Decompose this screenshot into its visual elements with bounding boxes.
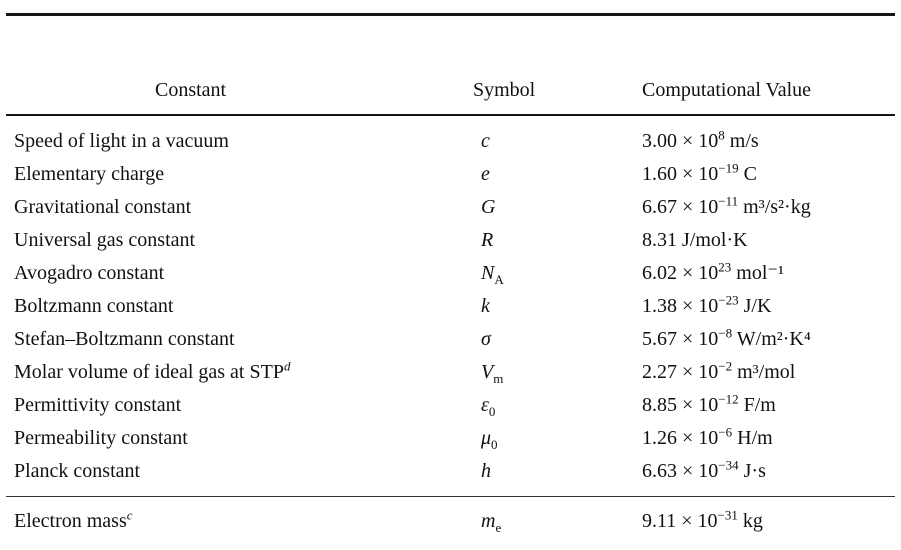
value-mantissa: 6.02 × 10 (642, 262, 719, 284)
constant-name-text: Electron mass (14, 510, 127, 532)
constant-name-text: Boltzmann constant (14, 295, 174, 317)
constant-symbol (481, 195, 495, 219)
computational-value (642, 426, 773, 450)
value-mantissa: 8.85 × 10 (642, 394, 719, 416)
computational-value (642, 294, 771, 318)
constant-name-text: Molar volume of ideal gas at STP (14, 361, 284, 383)
constant-symbol (481, 327, 491, 351)
value-unit: mol⁻¹ (731, 262, 784, 284)
value-exponent: −2 (718, 358, 733, 374)
value-exponent: −23 (718, 292, 739, 308)
computational-value (642, 261, 784, 285)
constant-name-text: Permittivity constant (14, 394, 182, 416)
constant-name-text: Universal gas constant (14, 229, 196, 251)
constant-symbol (481, 162, 490, 186)
symbol-letter: m (481, 510, 496, 532)
constant-name (14, 426, 188, 450)
constant-symbol (481, 294, 490, 318)
constant-name-text: Speed of light in a vacuum (14, 130, 229, 152)
header-rule (6, 114, 895, 116)
header-computational-value: Computational Value (642, 79, 812, 101)
symbol-letter: k (481, 295, 490, 317)
top-rule (6, 13, 895, 16)
constant-name (14, 195, 191, 219)
value-mantissa: 6.67 × 10 (642, 196, 719, 218)
symbol-subscript: e (495, 520, 502, 535)
value-unit: m/s (724, 130, 759, 152)
table-row (0, 389, 901, 422)
symbol-subscript: 0 (488, 404, 496, 419)
value-unit: H/m (732, 427, 773, 449)
symbol-letter: G (481, 196, 496, 218)
symbol-letter: μ (481, 427, 492, 449)
computational-value (642, 327, 811, 351)
computational-value (642, 360, 795, 384)
value-mantissa: 1.26 × 10 (642, 427, 719, 449)
computational-value (642, 195, 811, 219)
table-row (0, 158, 901, 191)
value-exponent: −19 (718, 160, 739, 176)
section-rule (6, 496, 895, 497)
value-exponent: −34 (718, 457, 739, 473)
computational-value (642, 509, 763, 533)
value-mantissa: 6.63 × 10 (642, 460, 719, 482)
value-exponent: −11 (718, 193, 739, 209)
table-row (0, 505, 901, 538)
computational-value (642, 228, 748, 252)
value-mantissa: 1.60 × 10 (642, 163, 719, 185)
constant-symbol (481, 129, 490, 153)
symbol-subscript: m (493, 371, 504, 386)
symbol-letter: V (481, 361, 494, 383)
value-exponent: −8 (718, 325, 733, 341)
constant-name (14, 261, 164, 285)
header-symbol: Symbol (473, 79, 536, 101)
table-row (0, 191, 901, 224)
table-row (0, 290, 901, 323)
constant-name (14, 509, 133, 533)
constant-name (14, 360, 290, 384)
constant-name-text: Planck constant (14, 460, 141, 482)
table-row (0, 455, 901, 488)
constant-name-text: Permeability constant (14, 427, 188, 449)
constant-name-text: Elementary charge (14, 163, 165, 185)
constant-symbol (481, 228, 493, 252)
value-exponent: −6 (718, 424, 733, 440)
computational-value (642, 129, 759, 153)
table-row (0, 224, 901, 257)
symbol-letter: ε (481, 394, 489, 416)
value-mantissa: 9.11 × 10 (642, 510, 718, 532)
table-row (0, 125, 901, 158)
constant-name (14, 393, 181, 417)
value-unit: W/m²·K⁴ (732, 328, 811, 350)
constant-symbol (481, 459, 491, 483)
table-row (0, 356, 901, 389)
footnote-marker: d (283, 358, 291, 374)
value-unit: kg (737, 510, 763, 532)
value-mantissa: 8.31 J/mol·K (642, 229, 748, 251)
table-row (0, 257, 901, 290)
constant-symbol (481, 426, 498, 450)
constant-symbol (481, 509, 501, 533)
value-unit: J/K (738, 295, 772, 317)
value-mantissa: 1.38 × 10 (642, 295, 719, 317)
table-row (0, 323, 901, 356)
footnote-marker: c (126, 507, 133, 523)
value-mantissa: 5.67 × 10 (642, 328, 719, 350)
constant-name (14, 294, 173, 318)
symbol-letter: σ (481, 328, 491, 350)
symbol-letter: e (481, 163, 490, 185)
value-unit: F/m (738, 394, 776, 416)
header-constant: Constant (155, 79, 227, 101)
constant-name-text: Gravitational constant (14, 196, 192, 218)
value-exponent: 8 (718, 127, 725, 143)
constant-name (14, 129, 229, 153)
constant-name (14, 327, 235, 351)
value-unit: C (738, 163, 757, 185)
computational-value (642, 393, 776, 417)
symbol-subscript: A (494, 272, 504, 287)
symbol-letter: h (481, 460, 491, 482)
symbol-letter: R (481, 229, 494, 251)
constant-name (14, 459, 140, 483)
constant-name-text: Stefan–Boltzmann constant (14, 328, 235, 350)
constant-symbol (481, 360, 503, 384)
value-unit: m³/mol (732, 361, 796, 383)
computational-value (642, 162, 757, 186)
constant-name-text: Avogadro constant (14, 262, 165, 284)
value-exponent: −12 (718, 391, 739, 407)
constant-symbol (481, 393, 495, 417)
value-unit: m³/s²·kg (738, 196, 811, 218)
value-unit: J·s (738, 460, 766, 482)
value-mantissa: 2.27 × 10 (642, 361, 719, 383)
value-exponent: −31 (717, 507, 738, 523)
value-mantissa: 3.00 × 10 (642, 130, 719, 152)
symbol-letter: N (481, 262, 495, 284)
symbol-letter: c (481, 130, 490, 152)
constant-symbol (481, 261, 504, 285)
symbol-subscript: 0 (491, 437, 498, 452)
constant-name (14, 228, 195, 252)
table-row (0, 422, 901, 455)
computational-value (642, 459, 766, 483)
value-exponent: 23 (718, 259, 732, 275)
constant-name (14, 162, 164, 186)
